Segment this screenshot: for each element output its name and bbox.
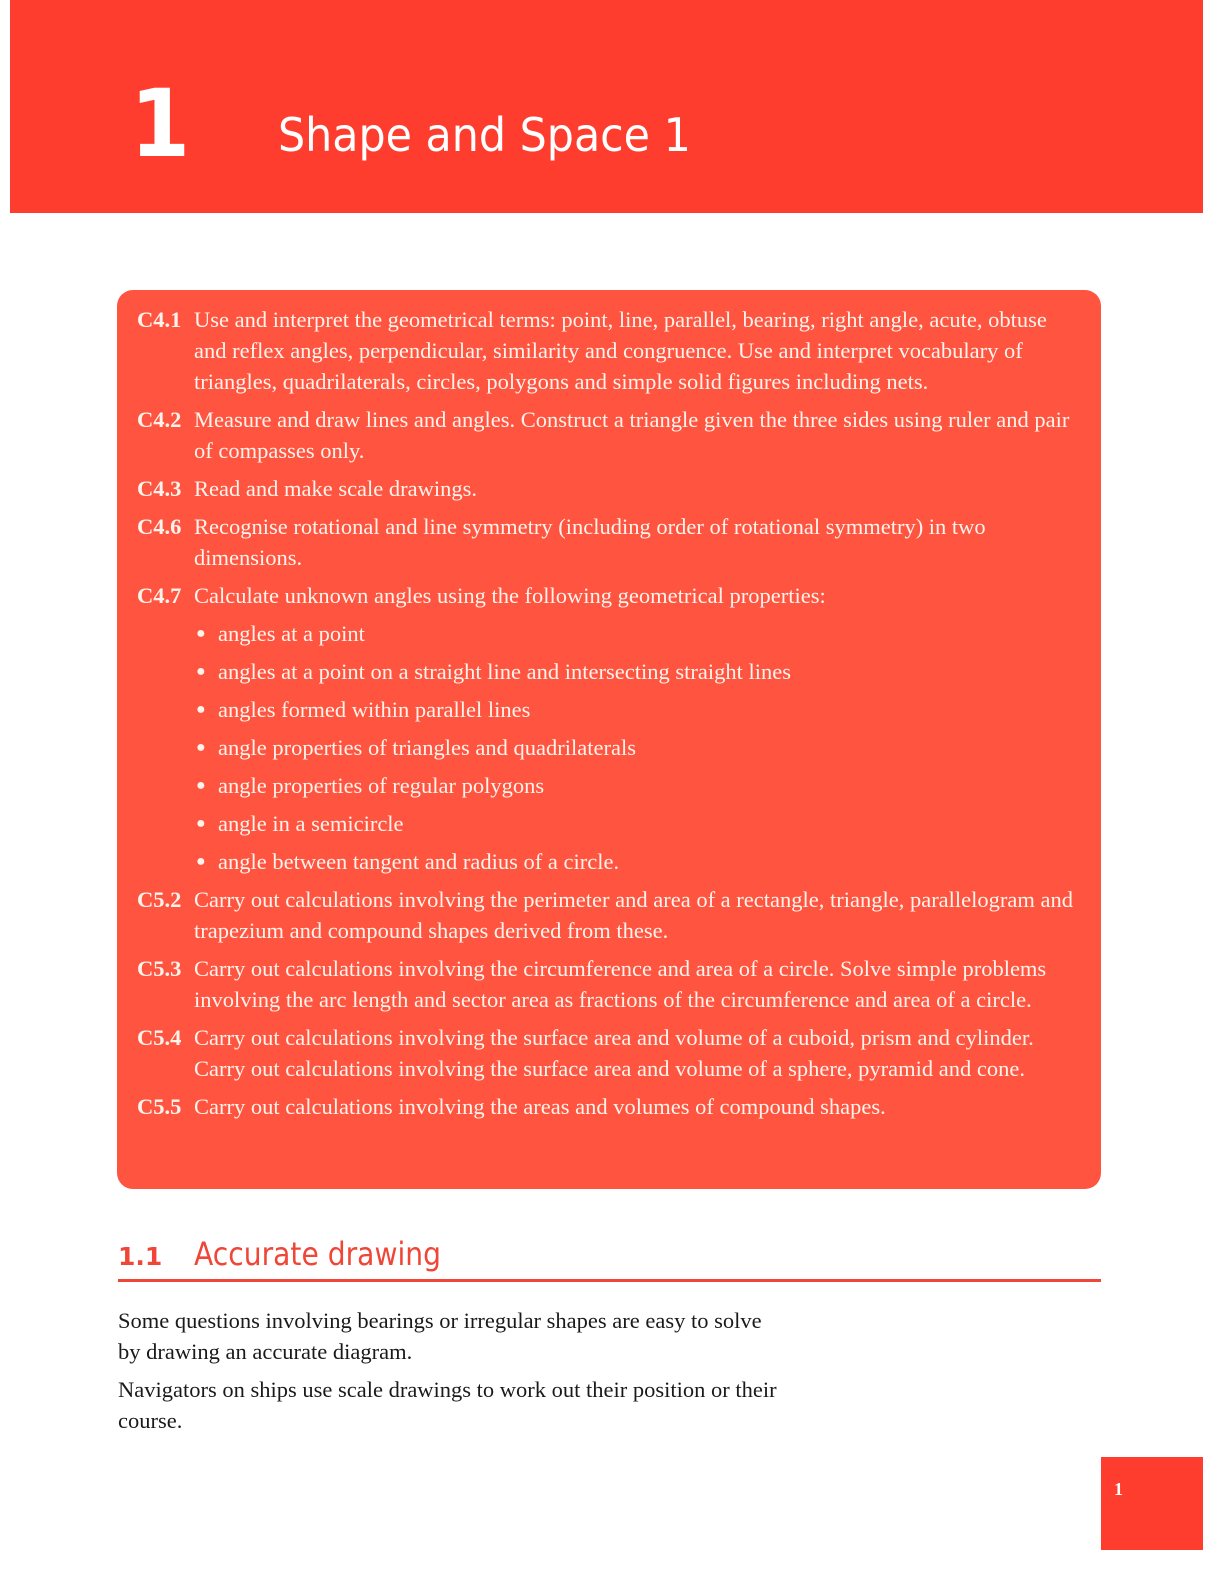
list-item-text: angle properties of triangles and quadrilaterals [218, 735, 636, 760]
list-item [194, 694, 1081, 725]
bullet-icon: ● [196, 625, 206, 642]
section-heading [118, 1235, 1101, 1282]
objective-text: Read and make scale drawings. [194, 476, 478, 501]
objective-text: Carry out calculations involving the circumference and area of a circle. Solve simple problems involving the arc length and sector area as fractions of the circumference and area of a circle. [194, 956, 1047, 1012]
objective-item [137, 953, 1081, 1015]
objective-item [137, 404, 1081, 466]
list-item-text: angles formed within parallel lines [218, 697, 531, 722]
list-item [194, 808, 1081, 839]
page-number: 1 [1114, 1479, 1123, 1499]
objective-text: Carry out calculations involving the areas and volumes of compound shapes. [194, 1094, 886, 1119]
objective-text: Measure and draw lines and angles. Construct a triangle given the three sides using ruler and pair of compasses only. [194, 407, 1070, 463]
objective-item [137, 1091, 1081, 1122]
bullet-icon: ● [196, 739, 206, 756]
objective-code: C5.5 [137, 1094, 182, 1119]
bullet-icon: ● [196, 701, 206, 718]
objective-item [137, 884, 1081, 946]
objective-item [137, 1022, 1081, 1084]
objective-item [137, 580, 1081, 877]
objective-text: Carry out calculations involving the perimeter and area of a rectangle, triangle, parallelogram and trapezium and compound shapes derived from these. [194, 887, 1074, 943]
bullet-icon: ● [196, 815, 206, 832]
objective-code: C4.1 [137, 307, 182, 332]
objective-item [137, 511, 1081, 573]
objective-code: C5.3 [137, 956, 182, 981]
objective-text: Calculate unknown angles using the following geometrical properties: [194, 583, 826, 608]
objective-code: C4.7 [137, 583, 182, 608]
objective-code: C4.6 [137, 514, 182, 539]
paragraph: Some questions involving bearings or irregular shapes are easy to solve by drawing an accurate diagram. [118, 1308, 762, 1364]
objective-code: C4.2 [137, 407, 182, 432]
bullet-icon: ● [196, 777, 206, 794]
list-item-text: angle between tangent and radius of a circle. [218, 849, 620, 874]
angle-properties-list [194, 618, 1081, 877]
section-number: 1.1 [118, 1242, 163, 1271]
objective-item [137, 473, 1081, 504]
bullet-icon: ● [196, 663, 206, 680]
section-body [118, 1305, 778, 1443]
chapter-number: 1 [130, 70, 191, 179]
chapter-title: Shape and Space 1 [278, 108, 691, 162]
bullet-icon: ● [196, 853, 206, 870]
list-item [194, 656, 1081, 687]
objective-body [194, 580, 1081, 877]
paragraph: Navigators on ships use scale drawings to work out their position or their course. [118, 1377, 777, 1433]
objective-code: C4.3 [137, 476, 182, 501]
objective-code: C5.2 [137, 887, 182, 912]
objective-text: Recognise rotational and line symmetry (including order of rotational symmetry) in two dimensions. [194, 514, 986, 570]
objective-text: Use and interpret the geometrical terms: point, line, parallel, bearing, right angle, acute, obtuse and reflex angles, perpendicular, similarity and congruence. Use and interpret vocabulary of triangles, quadrilaterals, circles, polygons and simple solid figures including nets. [194, 307, 1047, 394]
list-item [194, 846, 1081, 877]
list-item [194, 618, 1081, 649]
list-item-text: angles at a point on a straight line and intersecting straight lines [218, 659, 791, 684]
list-item-text: angle in a semicircle [218, 811, 404, 836]
objective-item [137, 304, 1081, 397]
objective-text: Carry out calculations involving the surface area and volume of a cuboid, prism and cylinder. Carry out calculations involving the surface area and volume of a sphere, pyramid and cone. [194, 1025, 1034, 1081]
list-item [194, 732, 1081, 763]
page-number-tab [1101, 1457, 1203, 1550]
list-item-text: angles at a point [218, 621, 365, 646]
chapter-banner [10, 0, 1203, 213]
section-title: Accurate drawing [194, 1235, 442, 1273]
list-item [194, 770, 1081, 801]
objective-code: C5.4 [137, 1025, 182, 1050]
list-item-text: angle properties of regular polygons [218, 773, 545, 798]
objectives-box [117, 290, 1101, 1189]
